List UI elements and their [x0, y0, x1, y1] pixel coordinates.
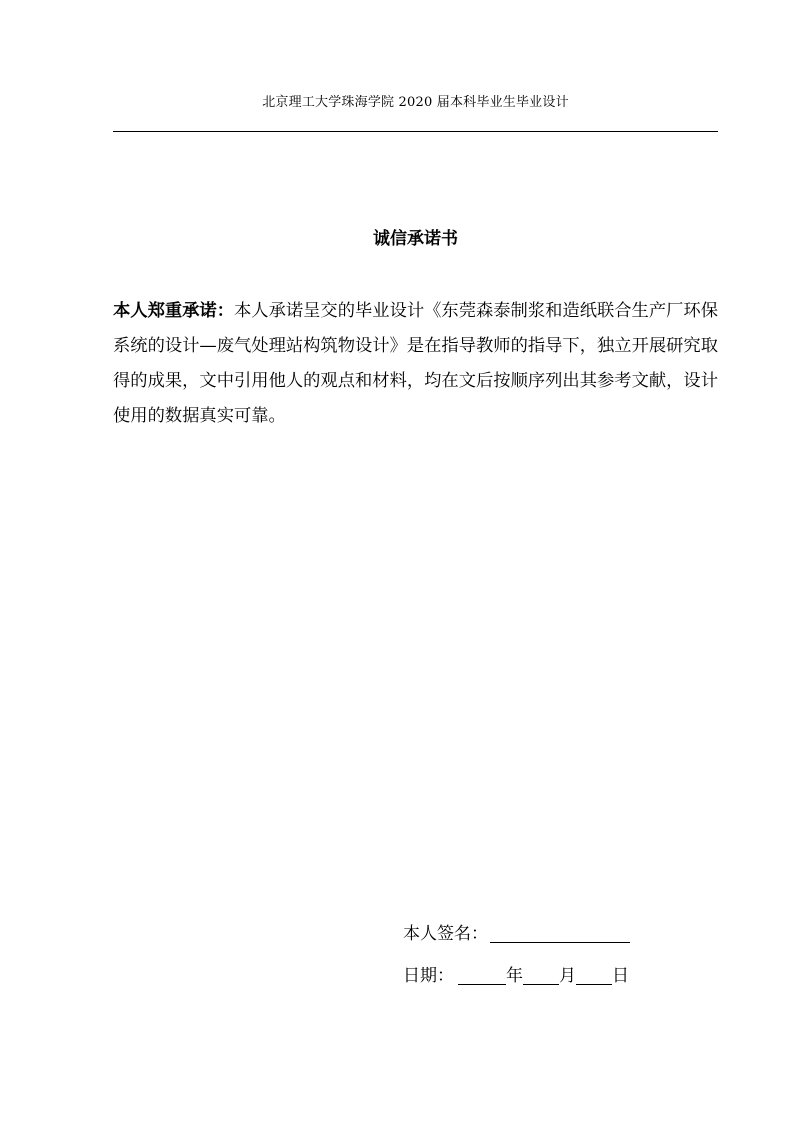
page-header: 北京理工大学珠海学院 2020 届本科毕业生毕业设计: [262, 95, 569, 110]
year-label: 年: [506, 966, 523, 986]
pledge-paragraph: [113, 294, 718, 434]
signature-name-row: [403, 922, 630, 946]
signature-name-blank[interactable]: [490, 922, 630, 943]
document-title: 诚信承诺书: [373, 229, 458, 249]
month-label: 月: [559, 966, 576, 986]
date-day-blank[interactable]: [576, 964, 612, 985]
day-label: 日: [612, 966, 629, 986]
header-divider: [113, 131, 718, 132]
pledge-lead: 本人郑重承诺：: [113, 301, 234, 321]
pledge-body: 本人承诺呈交的毕业设计《东莞森泰制浆和造纸联合生产厂环保系统的设计—废气处理站构筑物设计》是在指导教师的指导下，独立开展研究取得的成果，文中引用他人的观点和材料，均在文后按顺序列出其参考文献，设计使用的数据真实可靠。: [113, 301, 718, 426]
date-year-blank[interactable]: [458, 964, 506, 985]
date-month-blank[interactable]: [523, 964, 559, 985]
date-label: 日期：: [403, 966, 454, 986]
signature-name-label: 本人签名：: [403, 924, 488, 944]
signature-date-row: [403, 964, 629, 988]
